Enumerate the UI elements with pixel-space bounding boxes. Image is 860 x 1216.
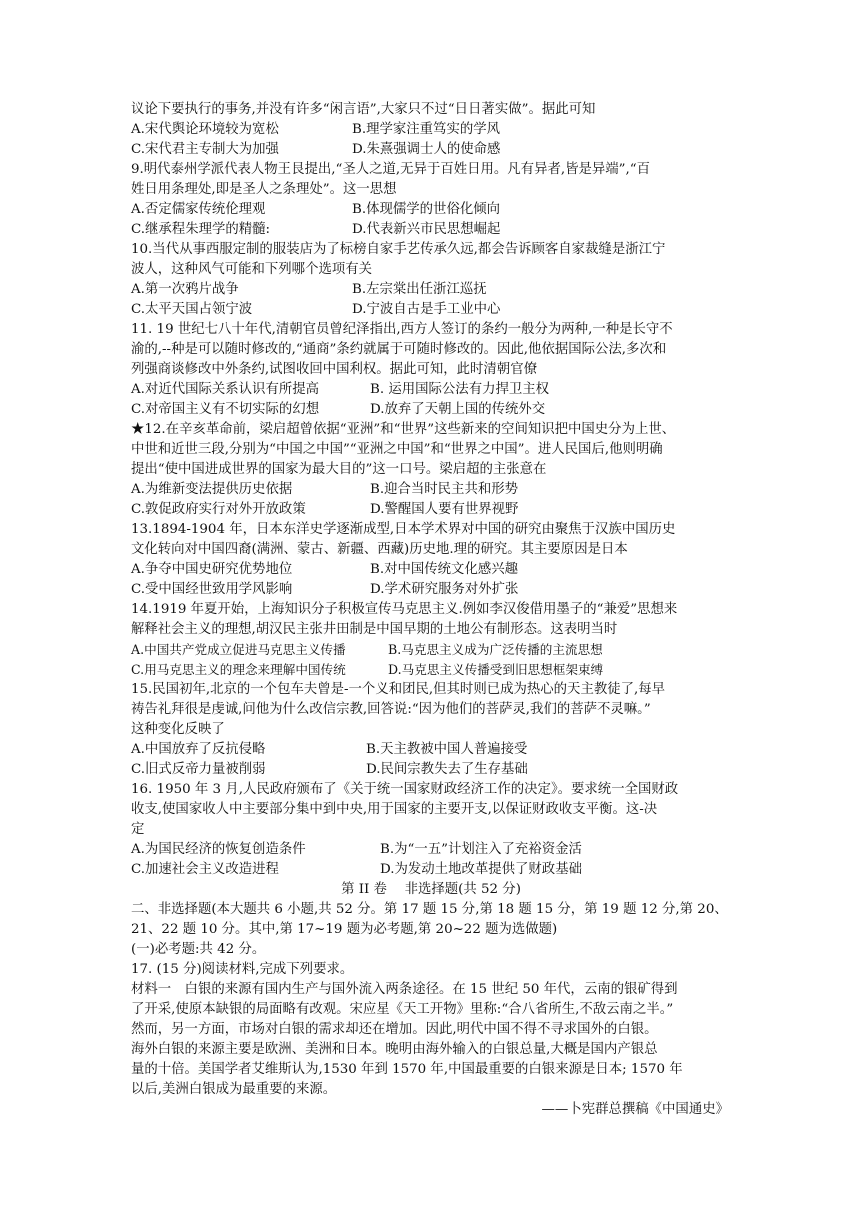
q11-stem-line: 11. 19 世纪七八十年代,清朝官员曾纪泽指出,西方人签订的条约一般分为两种,一种是长守不 [131,322,673,337]
q8-option-d: D.朱熹强调士人的使命感 [352,142,501,157]
q12-option-d: D.警醒国人要有世界视野 [370,502,519,517]
q12-stem-line: ★12.在辛亥革命前，梁启超曾依据“亚洲”和“世界”这些新来的空间知识把中国史分为上世、 [131,422,676,437]
q10-stem-line: 10.当代从事西服定制的服装店为了标榜自家手艺传承久远,都会告诉顾客自家裁缝是浙江宁 [131,242,666,257]
q10-stem-line: 波人，这种风气可能和下列哪个选项有关 [131,262,373,277]
q14-option-a: A.中国共产党成立促进马克思主义传播 [131,642,346,657]
q17-heading: 17. (15 分)阅读材料,完成下列要求。 [131,962,354,977]
q15-option-d: D.民间宗教失去了生存基础 [366,762,528,777]
q13-option-a: A.争夺中国史研究优势地位 [131,562,293,577]
section-header: 第 II 卷 非选择题(共 52 分) [341,882,521,897]
q16-option-b: B.为“一五”计划注入了充裕资金活 [380,842,582,857]
q9-option-a: A.否定儒家传统伦理观 [131,202,266,217]
part2-instruction-line: 二、非选择题(本大题共 6 小题,共 52 分。第 17 题 15 分,第 18 题 15 分，第 19 题 12 分,第 20、 [131,902,728,917]
q14-option-d: D.马克思主义传播受到旧思想框架束缚 [388,662,604,677]
q13-option-d: D.学术研究服务对外扩张 [370,582,519,597]
q10-option-c: C.太平天国占领宁波 [131,302,253,317]
q8-option-a: A.宋代舆论环境较为宽松 [131,122,279,137]
q16-stem-line: 定 [131,822,145,837]
q8-stem-tail: 议论下要执行的事务,并没有许多“闲言语”,大家只不过“日日著实做”。据此可知 [131,102,596,117]
q13-stem-line: 文化转向对中国四裔(满洲、蒙古、新疆、西藏)历史地.理的研究。其主要原因是日本 [131,542,628,557]
q9-stem-line: 姓日用条理处,即是圣人之条理处”。这一思想 [131,182,397,197]
q8-option-c: C.宋代君主专制大为加强 [131,142,279,157]
q15-option-a: A.中国放弃了反抗侵略 [131,742,266,757]
q9-option-d: D.代表新兴市民思想崛起 [352,222,501,237]
q12-stem-line: 中世和近世三段,分别为“中国之中国”“亚洲之中国”和“世界之中国”。进人民国后,他则明确 [131,442,663,457]
q15-option-b: B.天主教被中国人普遍接受 [366,742,528,757]
q15-stem-line: 15.民国初年,北京的一个包车夫曾是-一个义和团民,但其时则已成为热心的天主教徒了,每早 [131,682,666,697]
q11-option-a: A.对近代国际关系认识有所提高 [131,382,320,397]
q13-option-c: C.受中国经世致用学风影响 [131,582,293,597]
q14-option-b: B.马克思主义成为广泛传播的主流思想 [388,642,603,657]
q10-option-b: B.左宗棠出任浙江巡抚 [352,282,487,297]
q14-stem-line: 解释社会主义的理想,胡汉民主张井田制是中国早期的土地公有制形态。这表明当时 [131,622,618,637]
q15-stem-line: 祷告礼拜很是虔诚,问他为什么改信宗教,回答说:“因为他们的菩萨灵,我们的菩萨不灵嘛。” [131,702,651,717]
part2-instruction-line: 21、22 题 10 分。其中,第 17~19 题为必考题,第 20~22 题为选做题) [131,922,558,937]
q11-stem-line: 列强商谈修改中外条约,试图收回中国利权。据此可知，此时清朝官僚 [131,362,537,377]
material-line: 了开采,使原本缺银的局面略有改观。宋应星《天工开物》里称:“合八省所生,不敌云南之半。” [131,1002,674,1017]
q15-option-c: C.旧式反帝力量被削弱 [131,762,266,777]
q11-option-b: B. 运用国际公法有力捍卫主权 [370,382,550,397]
material-source: ——卜宪群总撰稿《中国通史》 [541,1102,729,1117]
q16-option-d: D.为发动土地改革提供了财政基础 [380,862,582,877]
q13-stem-line: 13.1894-1904 年，日本东洋史学逐渐成型,日本学术界对中国的研究由聚焦于汉族中国历史 [131,522,676,537]
material-line: 量的十倍。美国学者艾维斯认为,1530 年到 1570 年,中国最重要的白银来源是日本; 1570 年 [131,1062,683,1077]
q14-option-c: C.用马克思主义的理念来理解中国传统 [131,662,346,677]
q16-stem-line: 16. 1950 年 3 月,人民政府颁布了《关于统一国家财政经济工作的决定》。要求统一全国财政 [131,782,679,797]
q11-stem-line: 渝的,--种是可以随时修改的,“通商”条约就属于可随时修改的。因此,他依据国际公法,多次和 [131,342,667,357]
q11-option-d: D.放弃了天朝上国的传统外交 [370,402,546,417]
material-line: 以后,美洲白银成为最重要的来源。 [131,1082,337,1097]
q10-option-d: D.宁波自古是手工业中心 [352,302,501,317]
q9-option-c: C.继承程朱理学的精髓: [131,222,271,237]
q16-option-a: A.为国民经济的恢复创造条件 [131,842,306,857]
material-line: 材料一 白银的来源有国内生产与国外流入两条途径。在 15 世纪 50 年代，云南的银矿得到 [131,982,678,997]
required-heading: (一)必考题:共 42 分。 [131,942,266,957]
q9-stem-line: 9.明代泰州学派代表人物王艮提出,“圣人之道,无异于百姓日用。凡有异者,皆是异端”,“百 [131,162,651,177]
material-line: 海外白银的来源主要是欧洲、美洲和日本。晚明由海外输入的白银总量,大概是国内产银总 [131,1042,658,1057]
q16-stem-line: 收支,使国家收人中主要部分集中到中央,用于国家的主要开支,以保证财政收支平衡。这-决 [131,802,658,817]
q9-option-b: B.体现儒学的世俗化倾向 [352,202,501,217]
q12-option-b: B.迎合当时民主共和形势 [370,482,519,497]
q16-option-c: C.加速社会主义改造进程 [131,862,279,877]
q10-option-a: A.第一次鸦片战争 [131,282,239,297]
q15-stem-line: 这种变化反映了 [131,722,225,737]
q13-option-b: B.对中国传统文化感兴趣 [370,562,519,577]
q14-stem-line: 14.1919 年夏开始，上海知识分子积极宣传马克思主义.例如李汉俊借用墨子的“兼爱”思想来 [131,602,678,617]
q12-stem-line: 提出“使中国进成世界的国家为最大目的”这一口号。梁启超的主张意在 [131,462,547,477]
q12-option-c: C.敦促政府实行对外开放政策 [131,502,306,517]
material-line: 然而，另一方面，市场对白银的需求却还在增加。因此,明代中国不得不寻求国外的白银。 [131,1022,658,1037]
q12-option-a: A.为维新变法提供历史依据 [131,482,293,497]
q8-option-b: B.理学家注重笃实的学风 [352,122,501,137]
q11-option-c: C.对帝国主义有不切实际的幻想 [131,402,320,417]
